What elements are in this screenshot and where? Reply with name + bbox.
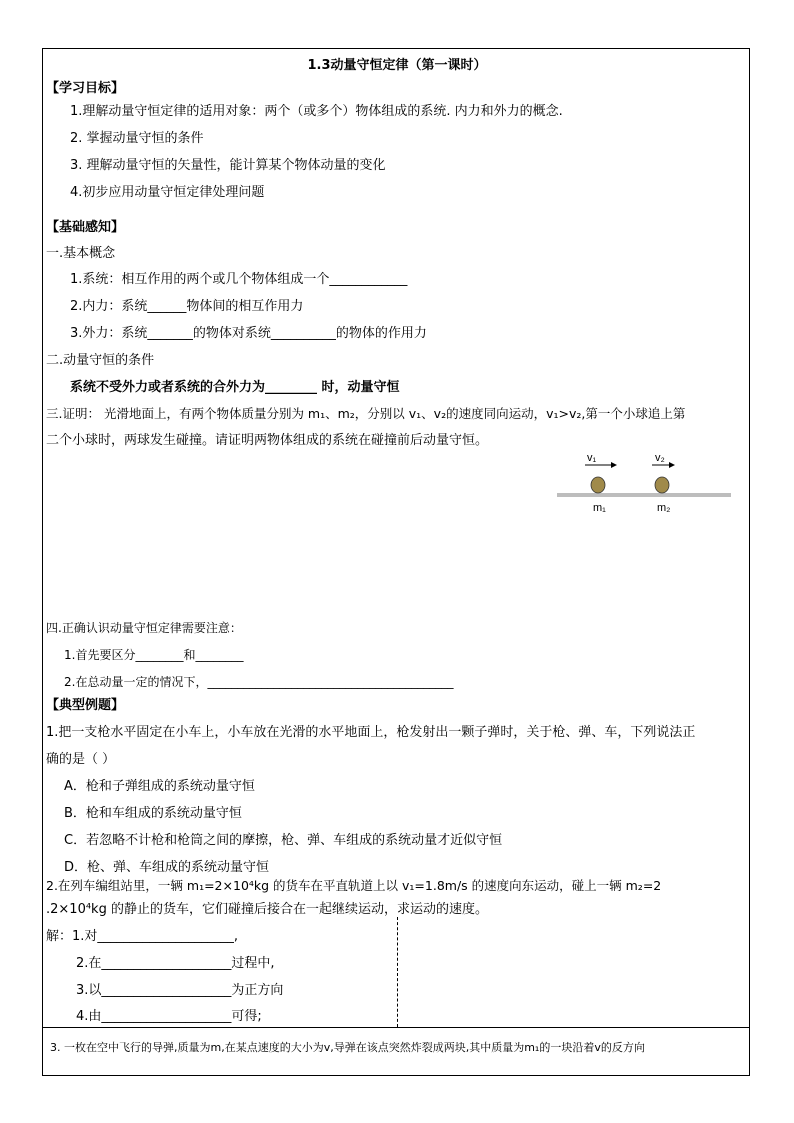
velocity-v1-label: v₁ (587, 452, 597, 464)
question-2-line1: 2.在列车编组站里，一辆 m₁=2×10⁴kg 的货车在平直轨道上以 v₁=1.8m/s 的速度向东运动，碰上一辆 m₂=2 (46, 878, 662, 893)
proof-question-line2: 二个小球时，两球发生碰撞。请证明两物体组成的系统在碰撞前后动量守恒。 (46, 433, 489, 448)
question-1-line2: 确的是（ ） (46, 752, 116, 767)
section-separator (42, 1027, 750, 1028)
collision-diagram (555, 448, 735, 520)
smooth-ground (557, 493, 731, 497)
note-item: 2.在总动量一定的情况下，_________________________________________ (64, 675, 454, 689)
answer-divider (397, 917, 398, 1027)
objective-item: 4.初步应用动量守恒定律处理问题 (70, 185, 265, 200)
objective-item: 2. 掌握动量守恒的条件 (70, 131, 204, 146)
objectives-heading: 【学习目标】 (46, 81, 125, 96)
option-c: C．若忽略不计枪和枪筒之间的摩擦，枪、弹、车组成的系统动量才近似守恒 (64, 833, 503, 848)
section-title-condition: 二.动量守恒的条件 (46, 353, 155, 368)
conservation-condition: 系统不受外力或者系统的合外力为________ 时，动量守恒 (70, 380, 400, 395)
page-frame (42, 48, 750, 1076)
option-d: D．枪、弹、车组成的系统动量守恒 (64, 860, 270, 875)
solution-step-3: 3.以____________________为正方向 (76, 983, 284, 998)
mass-m2-label: m₂ (657, 502, 671, 514)
option-a: A．枪和子弹组成的系统动量守恒 (64, 779, 255, 794)
solution-step-4: 4.由____________________可得; (76, 1009, 262, 1024)
concept-internal-force: 2.内力：系统______物体间的相互作用力 (70, 299, 304, 314)
objective-item: 3. 理解动量守恒的矢量性，能计算某个物体动量的变化 (70, 158, 386, 173)
note-item: 1.首先要区分________和________ (64, 648, 244, 662)
arrow-head-icon (669, 462, 675, 468)
ball-m1 (591, 477, 605, 493)
basics-heading: 【基础感知】 (46, 220, 125, 235)
page-title: 1.3动量守恒定律（第一课时） (307, 58, 487, 73)
proof-question-line1: 三.证明： 光滑地面上，有两个物体质量分别为 m₁、m₂，分别以 v₁、v₂的速度同向运动，v₁>v₂,第一个小球追上第 (46, 406, 686, 421)
question-2-line2: .2×10⁴kg 的静止的货车，它们碰撞后接合在一起继续运动，求运动的速度。 (46, 902, 488, 917)
arrow-head-icon (611, 462, 617, 468)
solution-step-2: 2.在____________________过程中, (76, 956, 275, 971)
question-1-line1: 1.把一支枪水平固定在小车上，小车放在光滑的水平地面上，枪发射出一颗子弹时，关于枪、弹、车，下列说法正 (46, 725, 696, 740)
velocity-v2-label: v₂ (655, 452, 665, 464)
examples-heading: 【典型例题】 (46, 698, 125, 713)
solution-step-1: 解：1.对_____________________, (46, 929, 239, 944)
mass-m1-label: m₁ (593, 502, 606, 514)
section-title-concepts: 一.基本概念 (46, 246, 116, 261)
concept-external-force: 3.外力：系统_______的物体对系统__________的物体的作用力 (70, 326, 427, 341)
ball-m2 (655, 477, 669, 493)
question-3-line1: 3. 一枚在空中飞行的导弹,质量为m,在某点速度的大小为v,导弹在该点突然炸裂成两块,其中质量为m₁的一块沿着v的反方向 (50, 1041, 645, 1054)
section-title-notes: 四.正确认识动量守恒定律需要注意： (46, 621, 242, 635)
objective-item: 1.理解动量守恒定律的适用对象：两个（或多个）物体组成的系统. 内力和外力的概念. (70, 104, 563, 119)
option-b: B．枪和车组成的系统动量守恒 (64, 806, 242, 821)
concept-system: 1.系统：相互作用的两个或几个物体组成一个____________ (70, 272, 408, 287)
